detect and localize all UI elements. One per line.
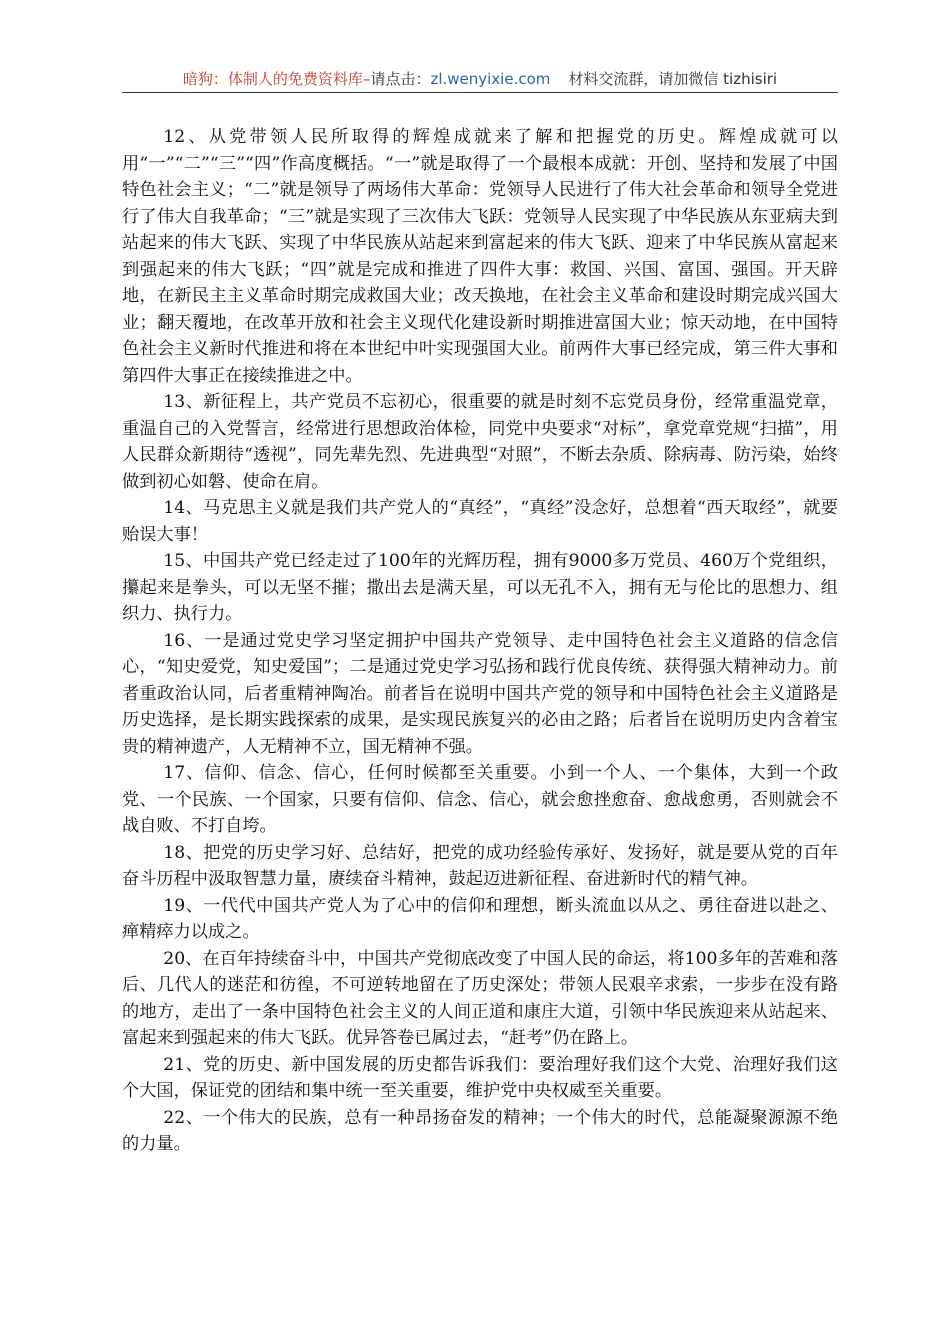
document-body xyxy=(122,124,838,1158)
paragraph-17: 17、信仰、信念、信心，任何时候都至关重要。小到一个人、一个集体，大到一个政党、一个民族、一个国家，只要有信仰、信念、信心，就会愈挫愈奋、愈战愈勇，否则就会不战自败、不打自垮。 xyxy=(122,763,838,836)
header-link[interactable]: zl.wenyixie.com xyxy=(430,70,551,88)
paragraph-15: 15、中国共产党已经走过了100年的光辉历程，拥有9000多万党员、460万个党组织，攥起来是拳头，可以无坚不摧；撒出去是满天星，可以无孔不入，拥有无与伦比的思想力、组织力、执行力。 xyxy=(122,551,838,624)
header-brand: 暗狗：体制人的免费资料库 xyxy=(182,70,363,88)
header-link-label: 请点击： xyxy=(370,70,431,88)
paragraph-12: 12、从党带领人民所取得的辉煌成就来了解和把握党的历史。辉煌成就可以用“一”“二”“三”“四”作高度概括。“一”就是取得了一个最根本成就：开创、坚持和发展了中国特色社会主义；“二”就是领导了两场伟大革命：党领导人民进行了伟大社会革命和领导全党进行了伟大自我革命；“三”就是实现了三次伟大飞跃：党领导人民实现了中华民族从东亚病夫到站起来的伟大飞跃、实现了中华民族从站起来到富起来的伟大飞跃、迎来了中华民族从富起来到强起来的伟大飞跃；“四”就是完成和推进了四件大事：救国、兴国、富国、强国。开天辟地，在新民主主义革命时期完成救国大业；改天换地，在社会主义革命和建设时期完成兴国大业；翻天覆地，在改革开放和社会主义现代化建设新时期推进富国大业；惊天动地，在中国特色社会主义新时代推进和将在本世纪中叶实现强国大业。前两件大事已经完成，第三件大事和第四件大事正在接续推进之中。 xyxy=(122,127,838,386)
paragraph-22: 22、一个伟大的民族，总有一种昂扬奋发的精神；一个伟大的时代，总能凝聚源源不绝的力量。 xyxy=(122,1107,838,1154)
header-separator: – xyxy=(362,70,371,88)
paragraph-16: 16、一是通过党史学习坚定拥护中国共产党领导、走中国特色社会主义道路的信念信心，“知史爱党，知史爱国”；二是通过党史学习弘扬和践行优良传统、获得强大精神动力。前者重政治认同，后者重精神陶冶。前者旨在说明中国共产党的领导和中国特色社会主义道路是历史选择，是长期实践探索的成果，是实现民族复兴的必由之路；后者旨在说明历史内含着宝贵的精神遗产，人无精神不立，国无精神不强。 xyxy=(122,630,838,757)
paragraph-13: 13、新征程上，共产党员不忘初心，很重要的就是时刻不忘党员身份，经常重温党章，重温自己的入党誓言，经常进行思想政治体检，同党中央要求“对标”，拿党章党规“扫描”，用人民群众新期待“透视”，同先辈先烈、先进典型“对照”，不断去杂质、除病毒、防污染，始终做到初心如磐、使命在肩。 xyxy=(122,392,838,492)
page-header xyxy=(122,68,838,93)
paragraph-21: 21、党的历史、新中国发展的历史都告诉我们：要治理好我们这个大党、治理好我们这个大国，保证党的团结和集中统一至关重要，维护党中央权威至关重要。 xyxy=(122,1054,838,1101)
paragraph-20: 20、在百年持续奋斗中，中国共产党彻底改变了中国人民的命运，将100多年的苦难和落后、几代人的迷茫和彷徨，不可逆转地留在了历史深处；带领人民艰辛求索，一步步在没有路的地方，走出了一条中国特色社会主义的人间正道和康庄大道，引领中华民族迎来从站起来、富起来到强起来的伟大飞跃。优异答卷已属过去，“赶考”仍在路上。 xyxy=(122,948,838,1048)
header-wechat-note: 材料交流群，请加微信 tizhisiri xyxy=(568,70,778,88)
paragraph-19: 19、一代代中国共产党人为了心中的信仰和理想，断头流血以从之、勇往奋进以赴之、瘅精瘁力以成之。 xyxy=(122,895,838,942)
paragraph-18: 18、把党的历史学习好、总结好，把党的成功经验传承好、发扬好，就是要从党的百年奋斗历程中汲取智慧力量，赓续奋斗精神，鼓起迈进新征程、奋进新时代的精气神。 xyxy=(122,842,838,889)
paragraph-14: 14、马克思主义就是我们共产党人的“真经”，“真经”没念好，总想着“西天取经”，就要贻误大事！ xyxy=(122,498,838,545)
